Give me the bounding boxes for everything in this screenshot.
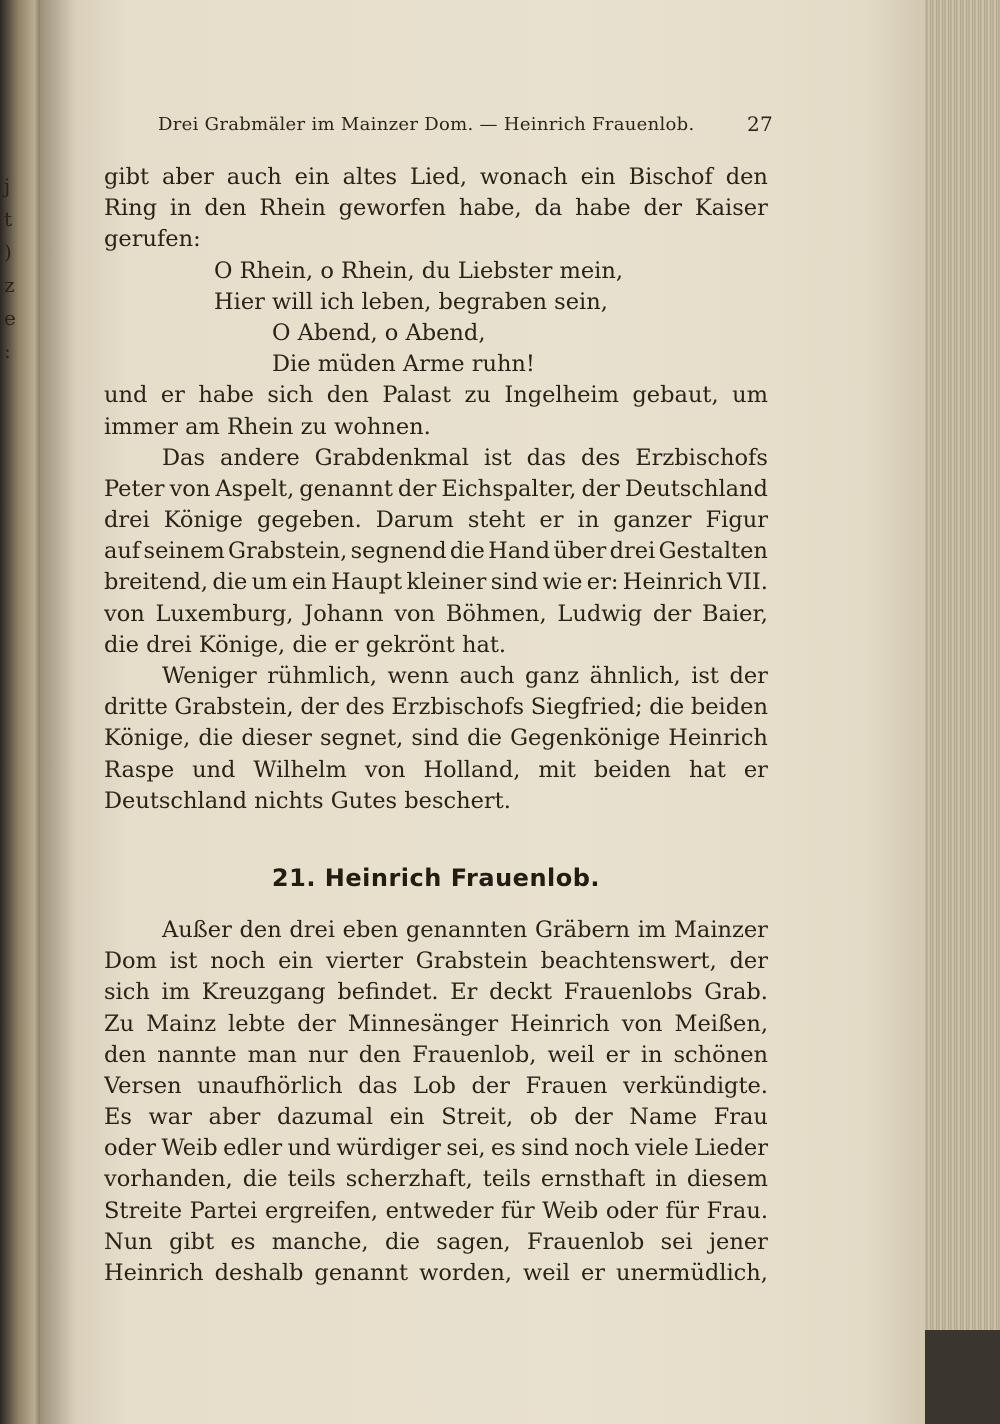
word: Peter [104, 475, 165, 502]
word: Grabstein [415, 948, 528, 975]
text-line [104, 1009, 768, 1040]
word: Er [450, 979, 478, 1006]
word: Das [162, 444, 206, 471]
word: die [449, 538, 485, 565]
text-line [104, 567, 768, 598]
word: eben [342, 916, 399, 943]
word: der [652, 600, 692, 627]
word: Partei [189, 1197, 258, 1224]
word: auch [459, 663, 515, 689]
word: Weib [161, 1135, 218, 1162]
word: Aspelt, [215, 475, 295, 502]
word: segnend [350, 538, 447, 565]
text-line: gerufen: [104, 226, 201, 253]
margin-mark: j [4, 174, 11, 198]
word: würdiger [336, 1135, 441, 1162]
text-line [104, 1227, 768, 1258]
word: ergreifen, [265, 1197, 379, 1224]
word: sei [660, 1228, 693, 1255]
word: von [364, 756, 406, 783]
word: Baier, [702, 600, 768, 627]
word: ein [580, 164, 616, 190]
word: ist [483, 444, 512, 471]
paragraph-first-line [104, 661, 768, 692]
word: Heinrich [104, 1260, 204, 1286]
word: weil [547, 1041, 595, 1068]
word: Frau [713, 1104, 768, 1131]
word: ist [691, 663, 719, 689]
word: dieser [241, 725, 312, 752]
word: er [539, 507, 564, 534]
word: er [605, 1041, 630, 1068]
word: der [574, 1104, 613, 1131]
text-line [104, 536, 768, 567]
word: sind [411, 725, 459, 752]
body-text [104, 162, 768, 1289]
word: da [534, 195, 563, 222]
word: jener [709, 1228, 768, 1255]
word: gebaut, [632, 382, 719, 409]
word: sind [490, 569, 539, 596]
word: Erzbischofs [391, 694, 525, 721]
word: in [655, 1166, 677, 1193]
text-line [104, 1133, 768, 1164]
verse-line: Die müden Arme ruhn! [272, 351, 535, 378]
margin-mark: t [4, 207, 13, 231]
verse-line: O Rhein, o Rhein, du Liebster mein, [214, 257, 623, 284]
word: hat [688, 756, 726, 783]
word: teils [482, 1166, 531, 1193]
word: Ingelheim [504, 382, 619, 409]
word: die [212, 569, 248, 596]
word: unermüdlich, [616, 1260, 768, 1286]
word: das [526, 444, 567, 471]
word: der [729, 663, 768, 689]
word: der [643, 195, 683, 222]
text-line [104, 692, 768, 723]
word: unaufhörlich [197, 1072, 343, 1099]
word: Siegfried; [530, 694, 643, 721]
word: mit [538, 756, 576, 783]
word: wie [542, 569, 583, 596]
word: Mainz [146, 1010, 217, 1037]
word: Weib [542, 1197, 599, 1224]
word: war [148, 1104, 192, 1131]
word: Lied, [410, 164, 468, 190]
word: genannten [405, 916, 528, 943]
word: Bischof [628, 164, 713, 190]
word: habe [198, 382, 254, 409]
word: sei, [446, 1135, 486, 1162]
text-line [104, 1102, 768, 1133]
word: steht [467, 507, 526, 534]
word: gibt [169, 1228, 215, 1255]
margin-mark: z [4, 273, 15, 297]
verse-line: Hier will ich leben, begraben sein, [214, 288, 608, 315]
word: für [665, 1197, 700, 1224]
word: zu [464, 382, 491, 409]
word: Heinrich [622, 569, 723, 596]
running-head-title: Drei Grabmäler im Mainzer Dom. — Heinrich Frauenlob. [158, 114, 695, 135]
section-heading: 21. Heinrich Frauenlob. [271, 863, 601, 892]
word: sich [104, 979, 150, 1006]
word: ein [389, 1104, 425, 1131]
word: die [467, 725, 502, 752]
word: Eichspalter, [441, 475, 577, 502]
word: Frauenlob [527, 1228, 645, 1255]
word: seinem [143, 538, 225, 565]
word: Ring [104, 195, 158, 222]
word: des [345, 694, 385, 721]
word: Dom [104, 948, 157, 975]
word: habe, [458, 195, 522, 222]
word: aber [161, 164, 214, 190]
word: im [637, 916, 667, 943]
page-number: 27 [746, 112, 773, 136]
background-corner [925, 1330, 1000, 1424]
word: Weniger [162, 663, 257, 689]
facing-page-marks [0, 170, 20, 368]
word: auch [226, 164, 282, 190]
margin-mark: e [4, 306, 16, 330]
word: Heinrich [510, 1010, 610, 1037]
word: den [204, 195, 247, 222]
word: Es [104, 1104, 132, 1131]
word: von [621, 1010, 663, 1037]
word: Heinrich [668, 725, 768, 752]
text-line: immer am Rhein zu wohnen. [104, 413, 431, 440]
word: Könige, [104, 725, 191, 752]
word: Ludwig [557, 600, 643, 627]
word: drei [104, 507, 150, 534]
word: um [732, 382, 768, 409]
word: Könige [163, 507, 243, 534]
word: manche, [271, 1228, 369, 1255]
word: Streite [104, 1197, 183, 1224]
word: genannt [299, 475, 393, 502]
word: Darum [375, 507, 454, 534]
word: Gegenkönige [510, 725, 661, 752]
word: man [247, 1041, 297, 1068]
word: Rhein [259, 195, 326, 222]
word: Haupt [331, 569, 403, 596]
word: genannt [314, 1260, 409, 1286]
word: Luxemburg, [155, 600, 294, 627]
word: der [581, 475, 620, 502]
word: Streit, [441, 1104, 514, 1131]
word: auf [104, 538, 141, 565]
word: rühmlich, [267, 663, 377, 689]
word: Nun [104, 1228, 153, 1255]
word: ein [294, 164, 330, 190]
word: Gräbern [534, 916, 631, 943]
word: kleiner [406, 569, 487, 596]
text-line [104, 1071, 768, 1102]
word: Zu [104, 1010, 135, 1037]
word: oder [605, 1197, 658, 1224]
text-line: die drei Könige, die er gekrönt hat. [104, 631, 507, 658]
word: altes [342, 164, 398, 190]
word: Versen [104, 1072, 182, 1099]
word: von [169, 475, 211, 502]
word: verkündigte. [623, 1072, 768, 1099]
word: er [580, 1260, 606, 1286]
word: die [198, 725, 234, 752]
word: deshalb [214, 1260, 304, 1286]
text-line [104, 977, 768, 1008]
word: von [394, 600, 436, 627]
word: Holland, [423, 756, 521, 783]
word: Grabstein, [174, 694, 294, 721]
word: viele [634, 1135, 689, 1162]
text-line [104, 162, 768, 193]
text-line [104, 599, 768, 630]
word: Hand [488, 538, 551, 565]
word: Johann [304, 600, 384, 627]
word: der [397, 475, 437, 502]
word: worden, [419, 1260, 512, 1286]
word: geworfen [338, 195, 447, 222]
word: vierter [325, 948, 403, 975]
word: sagen, [436, 1228, 511, 1255]
word: er: [586, 569, 619, 596]
word: ob [529, 1104, 558, 1131]
paragraph-first-line [104, 915, 768, 946]
text-line [104, 380, 768, 411]
text-line [104, 946, 768, 977]
word: in [169, 195, 192, 222]
running-head [158, 114, 773, 140]
word: Meißen, [674, 1010, 768, 1037]
word: Lob [413, 1072, 456, 1099]
word: edler [223, 1135, 283, 1162]
word: und [287, 1135, 331, 1162]
word: weil [522, 1260, 570, 1286]
word: Außer [162, 916, 232, 943]
text-line: Deutschland nichts Gutes beschert. [104, 787, 511, 814]
word: der [297, 1010, 336, 1037]
text-line [104, 505, 768, 536]
word: Frauenlobs [563, 979, 693, 1006]
word: Palast [382, 382, 452, 409]
word: nannte [157, 1041, 237, 1068]
paragraph-first-line [104, 443, 768, 474]
word: ein [278, 948, 314, 975]
word: beiden [690, 694, 768, 721]
word: den [104, 1041, 147, 1068]
margin-mark: ) [4, 240, 12, 264]
word: des [581, 444, 621, 471]
word: diesem [686, 1166, 768, 1193]
word: ernsthaft [540, 1166, 646, 1193]
text-line [104, 723, 768, 754]
word: sind [521, 1135, 569, 1162]
word: für [501, 1197, 535, 1224]
word: entweder [385, 1197, 494, 1224]
word: drei [289, 916, 336, 943]
word: Frauen [525, 1072, 608, 1099]
word: Raspe [104, 756, 175, 783]
word: scherzhaft, [345, 1166, 473, 1193]
word: breitend, [104, 569, 209, 596]
page-stack-edges [925, 0, 1000, 1330]
word: der [729, 948, 768, 975]
word: der [300, 694, 339, 721]
word: das [358, 1072, 398, 1099]
word: und [192, 756, 236, 783]
word: den [326, 382, 369, 409]
word: deckt [489, 979, 553, 1006]
word: noch [574, 1135, 630, 1162]
word: um [251, 569, 288, 596]
text-line [104, 193, 768, 224]
word: er [743, 756, 768, 783]
word: ähnlich, [589, 663, 681, 689]
word: den [358, 1041, 401, 1068]
word: lebte [228, 1010, 286, 1037]
word: die [242, 1166, 278, 1193]
word: teils [287, 1166, 336, 1193]
word: beiden [593, 756, 672, 783]
word: ganzer [613, 507, 692, 534]
word: er [160, 382, 185, 409]
word: habe [575, 195, 631, 222]
margin-mark: : [4, 339, 11, 363]
word: es [490, 1135, 516, 1162]
word: segnet, [320, 725, 404, 752]
word: Gestalten [658, 538, 768, 565]
word: es [230, 1228, 256, 1255]
text-line [104, 1258, 768, 1289]
word: Figur [705, 507, 768, 534]
word: Böhmen, [445, 600, 547, 627]
word: gegeben. [256, 507, 362, 534]
word: aber [208, 1104, 261, 1131]
word: von [104, 600, 145, 627]
word: wonach [479, 164, 568, 190]
word: Minnesänger [347, 1010, 499, 1037]
word: noch [210, 948, 266, 975]
word: wenn [387, 663, 450, 689]
word: Frau. [706, 1197, 768, 1224]
word: vorhanden, [104, 1166, 233, 1193]
word: Frauenlob, [412, 1041, 537, 1068]
word: Deutschland [624, 475, 768, 502]
word: schönen [673, 1041, 768, 1068]
text-line [104, 1040, 768, 1071]
word: Grab. [704, 979, 768, 1006]
word: befindet. [337, 979, 439, 1006]
word: die [649, 694, 685, 721]
word: VII. [726, 569, 768, 596]
word: Kreuzgang [201, 979, 326, 1006]
word: Erzbischofs [635, 444, 768, 471]
word: Kaiser [694, 195, 768, 222]
word: den [239, 916, 282, 943]
word: andere [219, 444, 300, 471]
word: Wilhelm [253, 756, 347, 783]
text-line [104, 474, 768, 505]
word: in [640, 1041, 663, 1068]
word: und [104, 382, 148, 409]
word: Name [629, 1104, 698, 1131]
text-line [104, 755, 768, 786]
word: in [577, 507, 600, 534]
word: ganz [525, 663, 580, 689]
word: Grabstein, [228, 538, 348, 565]
word: dritte [104, 694, 168, 721]
word: ist [169, 948, 198, 975]
verse-line: O Abend, o Abend, [272, 319, 486, 346]
word: Lieder [694, 1135, 768, 1162]
word: über [553, 538, 607, 565]
text-line [104, 1164, 768, 1195]
word: dazumal [277, 1104, 374, 1131]
word: nur [307, 1041, 348, 1068]
word: im [161, 979, 191, 1006]
word: sich [267, 382, 314, 409]
word: der [471, 1072, 510, 1099]
word: beachtenswert, [540, 948, 717, 975]
text-line [104, 1196, 768, 1227]
word: gibt [104, 164, 150, 190]
word: den [725, 164, 768, 190]
word: oder [104, 1135, 157, 1162]
word: ein [291, 569, 327, 596]
word: Grabdenkmal [314, 444, 469, 471]
word: Mainzer [673, 916, 768, 943]
word: die [384, 1228, 420, 1255]
word: drei [609, 538, 656, 565]
